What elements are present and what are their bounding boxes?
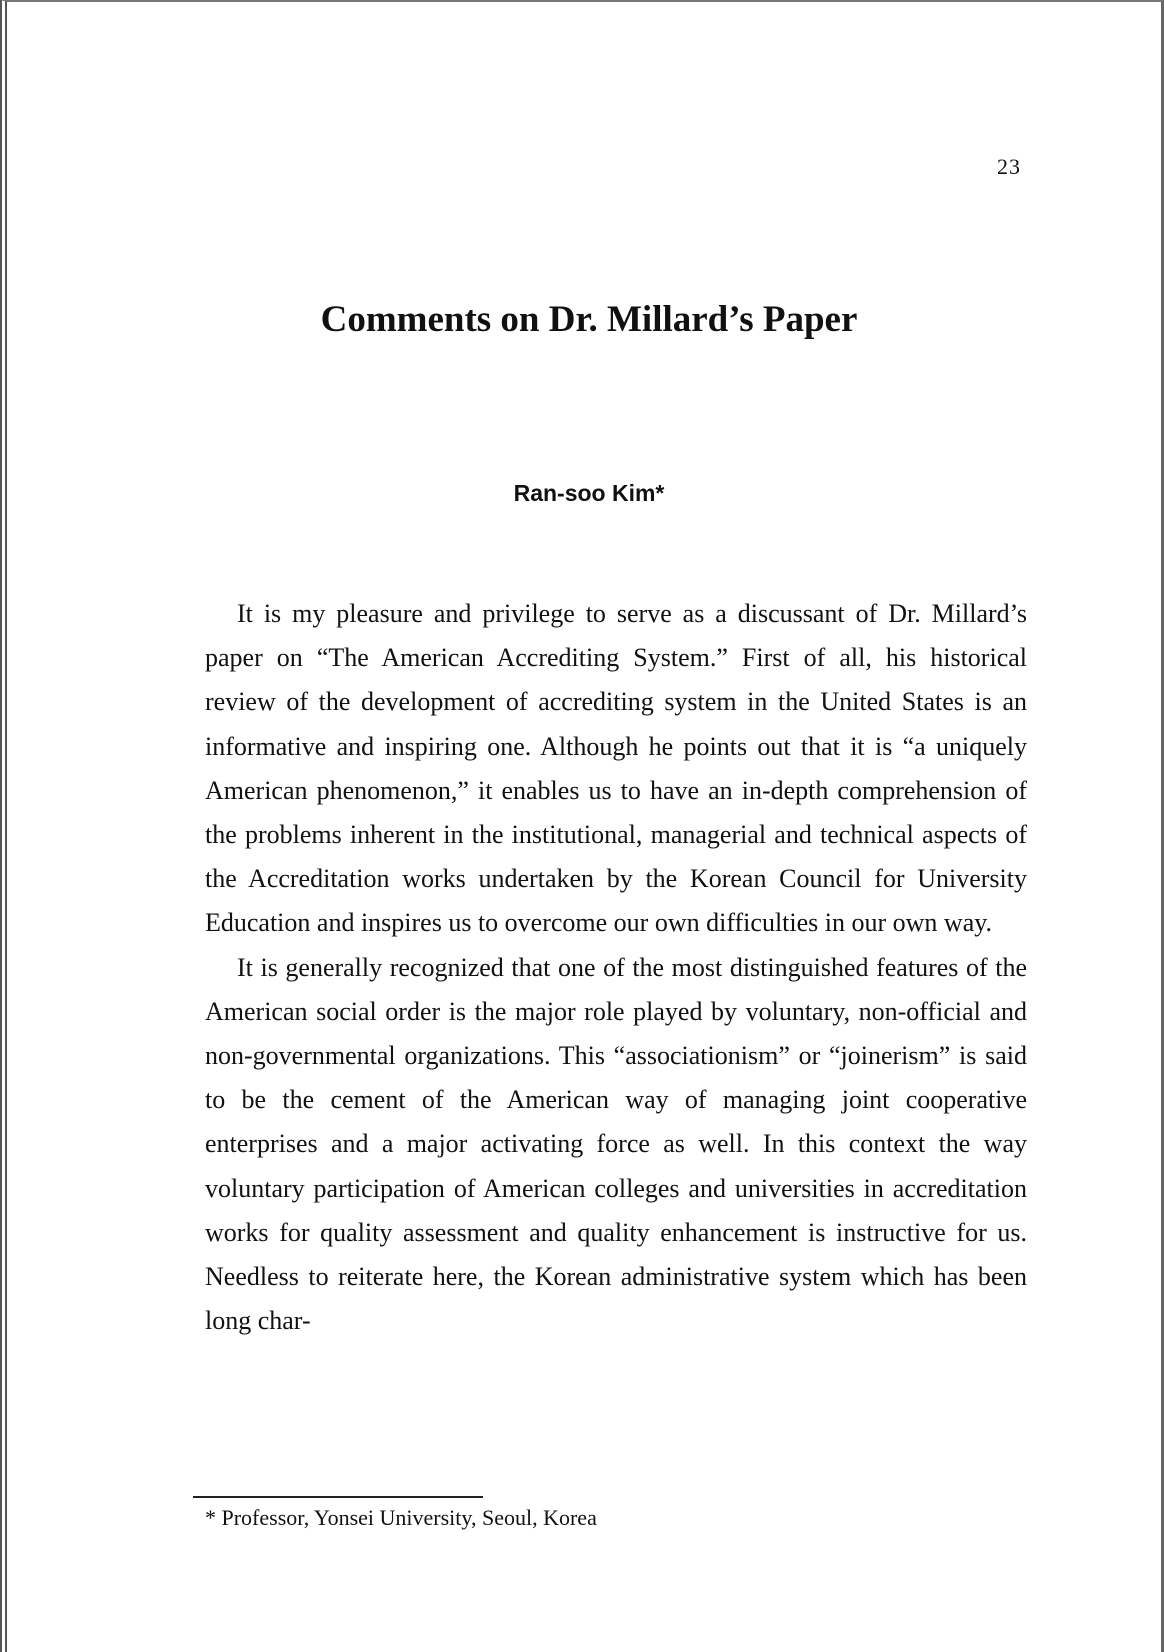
author-name: Ran-soo Kim* xyxy=(513,480,665,506)
page-number: 23 xyxy=(997,154,1021,179)
body-paragraph: It is my pleasure and privilege to serve as a discussant of Dr. Millard’s paper on “The American Accrediting System.” First of all, his historical review of the development of accrediting system in the United States is an informative and inspiring one. Although he points out that it is “a uniquely American phenomenon,” it enables us to have an in-depth comprehension of the problems inherent in the institutional, managerial and technical aspects of the Accreditation works undertaken by the Korean Council for University Education and inspires us to overcome our own difficulties in our own way. xyxy=(205,599,1027,938)
body-paragraph: It is generally recognized that one of the most distinguished features of the American social order is the major role played by voluntary, non-official and non-governmental organizations. This “associationism” or “joinerism” is said to be the cement of the American way of managing joint cooperative enterprises and a major activating force as well. In this context the way voluntary participation of American colleges and universities in accreditation works for quality assessment and quality enhancement is instructive for us. Needless to reiterate here, the Korean administrative system which has been long char- xyxy=(205,952,1027,1336)
body-text xyxy=(205,592,1027,1343)
paper-title: Comments on Dr. Millard’s Paper xyxy=(320,299,858,340)
footnote-divider xyxy=(193,1496,483,1498)
footnote: * Professor, Yonsei University, Seoul, Korea xyxy=(205,1505,597,1530)
